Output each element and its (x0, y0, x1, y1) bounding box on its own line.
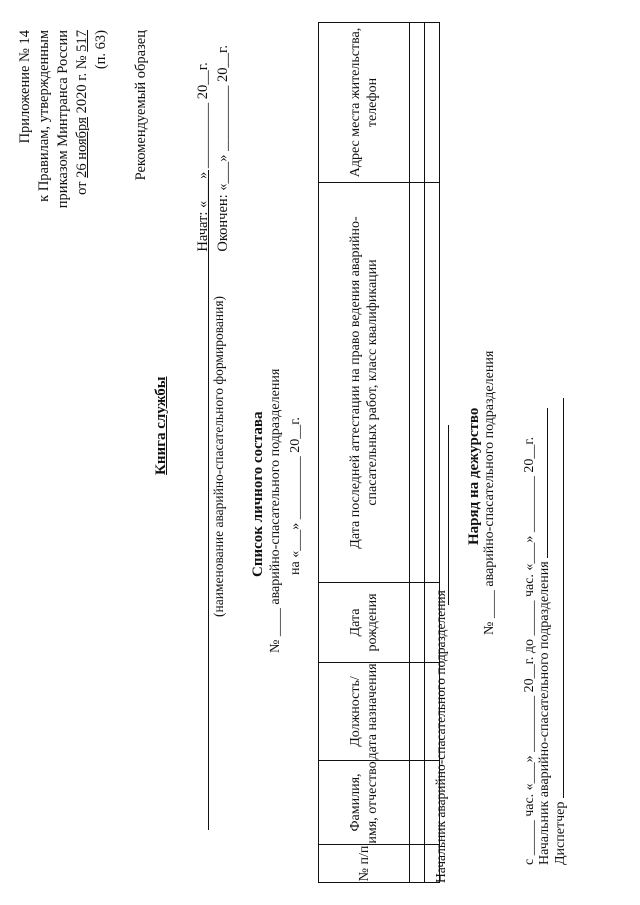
order-date: 26 ноября (74, 117, 90, 178)
chief-signature-label: Начальник аварийно-спасательного подразделения (433, 590, 448, 883)
appendix-paragraph: (п. 63) (93, 30, 109, 70)
appendix-number: Приложение № 14 (17, 30, 33, 144)
table-cell (410, 583, 425, 663)
staff-list-subtitle: № ____ аварийно-спасательного подразделения (268, 368, 283, 653)
table-cell (425, 23, 440, 183)
col-full-name: Фамилия, имя, отчество (319, 761, 410, 845)
duty-period: с _____ час. «___» ________ 20__г. до _____ час. «___» ________ 20__г. (522, 436, 537, 865)
duty-title: Наряд на дежурство (466, 407, 482, 545)
table-cell (425, 183, 440, 583)
appendix-order: приказом Минтранса России (55, 30, 71, 209)
finished-date: Окончен: «___» _________ 20__г. (215, 45, 231, 252)
table-cell (410, 183, 425, 583)
staff-table (318, 22, 440, 883)
order-number: 517 (74, 30, 90, 52)
book-title: Книга службы (153, 376, 169, 475)
col-certification: Дата последней аттестации на право ведения аварийно-спасательных работ, класс квалификации (319, 183, 410, 583)
dispatcher-label: Диспетчер (553, 398, 569, 865)
duty-chief-label: Начальник аварийно-спасательного подразделения (537, 408, 553, 865)
staff-list-date: на «___» _________ 20__г. (288, 417, 303, 575)
col-number: № п/п (319, 845, 410, 883)
formation-name-line (208, 170, 209, 830)
appendix-block (16, 30, 111, 208)
col-position: Должность/ дата назначения (319, 663, 410, 761)
table-cell (410, 663, 425, 761)
formation-name-caption: (наименование аварийно-спасательного формирования) (211, 295, 226, 617)
appendix-rules: к Правилам, утвержденным (36, 30, 52, 202)
col-birth-date: Дата рождения (319, 583, 410, 663)
appendix-order-date: от 26 ноября 2020 г. № 517 (74, 30, 90, 195)
recommended-sample-label: Рекомендуемый образец (133, 30, 149, 181)
staff-list-title: Список личного состава (250, 411, 266, 577)
duty-subtitle: № ____ аварийно-спасательного подразделения (482, 350, 497, 635)
table-header-row (319, 23, 410, 883)
chief-signature-line (448, 425, 449, 605)
book-dates (193, 45, 233, 252)
col-address: Адрес места жительства, телефон (319, 23, 410, 183)
started-date: Начат: «___» _________ 20__г. (195, 62, 211, 252)
table-cell (410, 23, 425, 183)
table-cell (410, 845, 425, 883)
table-cell (410, 761, 425, 845)
table-row (410, 23, 425, 883)
